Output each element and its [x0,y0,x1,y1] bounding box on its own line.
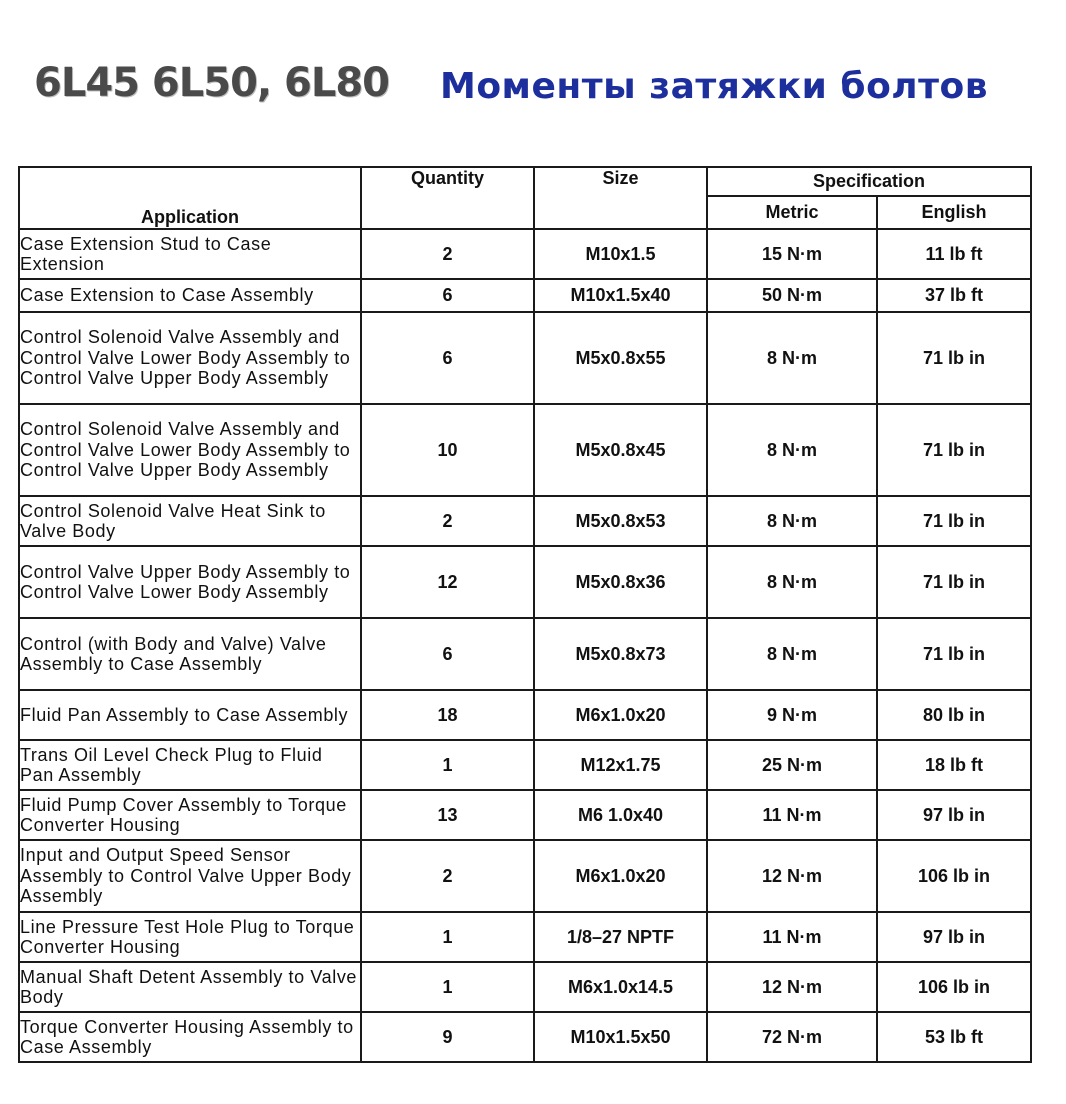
cell-english: 71 lb in [877,618,1031,690]
table-row [19,279,1031,312]
cell-quantity: 12 [361,546,534,618]
cell-quantity: 6 [361,312,534,404]
cell-metric: 50 N·m [707,279,877,312]
cell-quantity: 2 [361,840,534,912]
cell-size: M6 1.0x40 [534,790,707,840]
cell-metric: 72 N·m [707,1012,877,1062]
header-size: Size [534,167,707,229]
cell-english: 97 lb in [877,912,1031,962]
header-specification: Specification [707,167,1031,196]
cell-size: M12x1.75 [534,740,707,790]
cell-quantity: 13 [361,790,534,840]
cell-size: 1/8–27 NPTF [534,912,707,962]
cell-application: Control Solenoid Valve Heat Sink to Valve Body [19,496,361,546]
cell-english: 37 lb ft [877,279,1031,312]
cell-metric: 11 N·m [707,790,877,840]
cell-size: M5x0.8x73 [534,618,707,690]
cell-size: M5x0.8x36 [534,546,707,618]
cell-metric: 11 N·m [707,912,877,962]
cell-application: Control Solenoid Valve Assembly and Control Valve Lower Body Assembly to Control Valve Upper Body Assembly [19,404,361,496]
table-row [19,229,1031,279]
cell-quantity: 2 [361,229,534,279]
cell-application: Case Extension to Case Assembly [19,279,361,312]
table-row [19,404,1031,496]
torque-spec-table [18,166,1032,1063]
cell-size: M10x1.5x40 [534,279,707,312]
cell-english: 106 lb in [877,840,1031,912]
cell-quantity: 2 [361,496,534,546]
cell-application: Input and Output Speed Sensor Assembly to Control Valve Upper Body Assembly [19,840,361,912]
cell-english: 11 lb ft [877,229,1031,279]
table-row [19,1012,1031,1062]
cell-metric: 8 N·m [707,496,877,546]
cell-quantity: 18 [361,690,534,740]
cell-application: Case Extension Stud to Case Extension [19,229,361,279]
cell-metric: 8 N·m [707,312,877,404]
cell-quantity: 1 [361,740,534,790]
cell-metric: 15 N·m [707,229,877,279]
table-row [19,618,1031,690]
cell-application: Trans Oil Level Check Plug to Fluid Pan Assembly [19,740,361,790]
cell-quantity: 1 [361,962,534,1012]
cell-metric: 8 N·m [707,404,877,496]
cell-english: 106 lb in [877,962,1031,1012]
cell-metric: 8 N·m [707,546,877,618]
cell-metric: 9 N·m [707,690,877,740]
cell-quantity: 9 [361,1012,534,1062]
cell-metric: 12 N·m [707,962,877,1012]
models-title: 6L45 6L50, 6L80 [34,60,389,106]
table-row [19,912,1031,962]
cell-size: M5x0.8x55 [534,312,707,404]
cell-size: M5x0.8x53 [534,496,707,546]
cell-quantity: 6 [361,279,534,312]
cell-application: Fluid Pan Assembly to Case Assembly [19,690,361,740]
cell-english: 97 lb in [877,790,1031,840]
cell-application: Torque Converter Housing Assembly to Case Assembly [19,1012,361,1062]
table-row [19,840,1031,912]
cell-metric: 12 N·m [707,840,877,912]
cell-application: Control (with Body and Valve) Valve Assembly to Case Assembly [19,618,361,690]
cell-english: 80 lb in [877,690,1031,740]
header-metric: Metric [707,196,877,229]
table-row [19,962,1031,1012]
cell-size: M6x1.0x20 [534,690,707,740]
header-quantity: Quantity [361,167,534,229]
cell-size: M5x0.8x45 [534,404,707,496]
cell-metric: 8 N·m [707,618,877,690]
cell-application: Manual Shaft Detent Assembly to Valve Body [19,962,361,1012]
cell-application: Control Valve Upper Body Assembly to Control Valve Lower Body Assembly [19,546,361,618]
cell-application: Control Solenoid Valve Assembly and Control Valve Lower Body Assembly to Control Valve Upper Body Assembly [19,312,361,404]
cell-english: 71 lb in [877,546,1031,618]
header-application: Application [19,167,361,229]
cell-application: Fluid Pump Cover Assembly to Torque Converter Housing [19,790,361,840]
cell-quantity: 1 [361,912,534,962]
table-row [19,690,1031,740]
cell-metric: 25 N·m [707,740,877,790]
cell-english: 71 lb in [877,496,1031,546]
table-row [19,312,1031,404]
cell-size: M10x1.5 [534,229,707,279]
table-row [19,790,1031,840]
cell-size: M6x1.0x20 [534,840,707,912]
cell-english: 18 lb ft [877,740,1031,790]
table-row [19,740,1031,790]
cell-size: M6x1.0x14.5 [534,962,707,1012]
cell-quantity: 10 [361,404,534,496]
cell-english: 53 lb ft [877,1012,1031,1062]
table-row [19,496,1031,546]
cell-size: M10x1.5x50 [534,1012,707,1062]
cell-english: 71 lb in [877,312,1031,404]
cell-quantity: 6 [361,618,534,690]
table-row [19,546,1031,618]
header-english: English [877,196,1031,229]
cell-english: 71 lb in [877,404,1031,496]
cell-application: Line Pressure Test Hole Plug to Torque Converter Housing [19,912,361,962]
page-title: Моменты затяжки болтов [440,66,989,107]
